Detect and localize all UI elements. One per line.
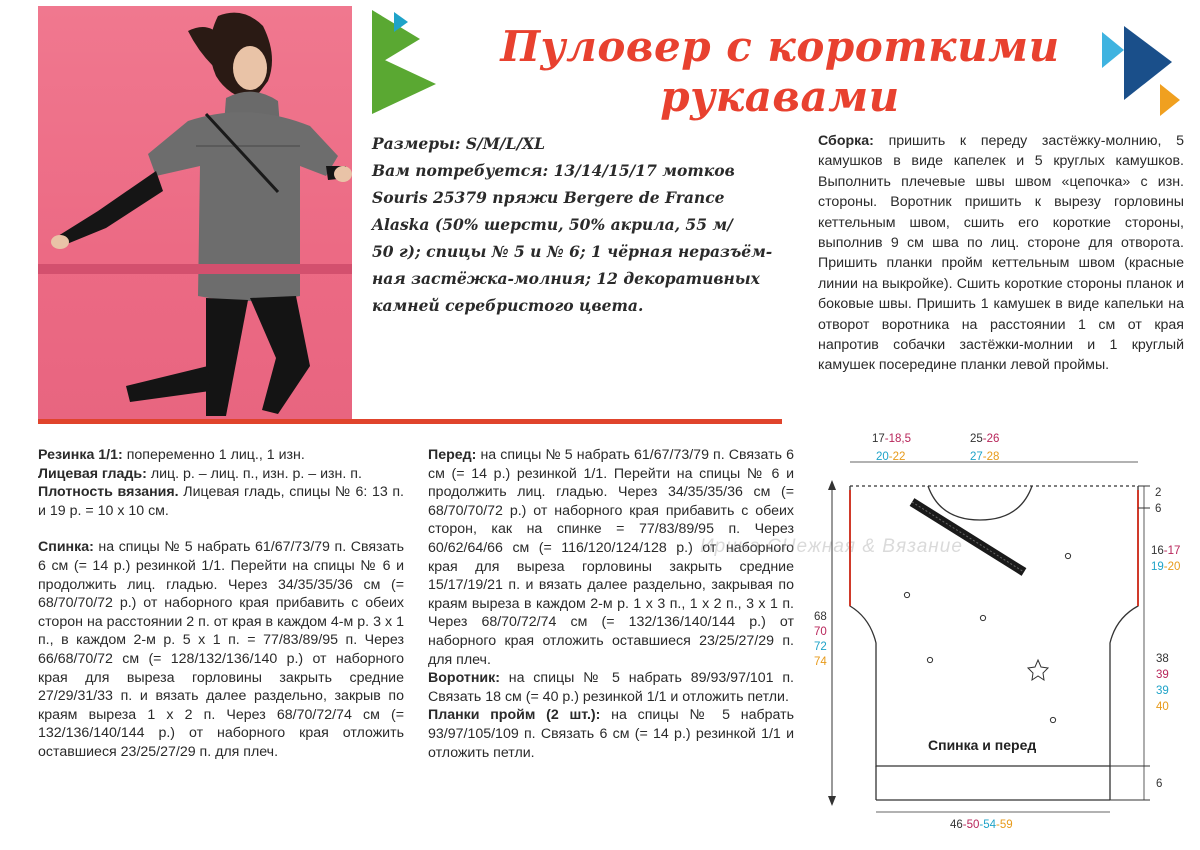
front-heading: Перед:	[428, 447, 477, 463]
stockinette-text: лиц. р. – лиц. п., изн. р. – изн. п.	[150, 465, 362, 482]
materials-line: камней серебристого цвета.	[372, 296, 644, 315]
shoulder-height-label: 2	[1155, 487, 1162, 499]
armhole-band-heading: Планки пройм (2 шт.):	[428, 707, 601, 724]
assembly-text: пришить к переду застёжку-молнию, 5 камушков в виде капелек и 5 круглых камушков. Выполнить плечевые швы швом «цепочка» с изн. стороны. Воротник пришить к вырезу горловины кеттельным швом, сшить его короткие стороны, выполнив 9 см шва по лиц. стороне для отворота. Пришить планки пройм кеттельным швом (красные линии на выкройке). Сшить короткие стороны планок и боковые швы. Пришить 1 камушек в виде капельки на отворот воротника на расстоянии 1 см от края напротив собачки застёжки-молнии и 1 круглый камушек посередине планки левой проймы.	[818, 133, 1184, 374]
materials-line: Souris 25379 пряжи Bergere de France	[372, 188, 725, 207]
stockinette-heading: Лицевая гладь:	[38, 465, 147, 482]
side-length-label: 39	[1156, 685, 1169, 697]
side-length-label: 40	[1156, 701, 1169, 713]
materials-line: Alaska (50% шерсти, 50% акрила, 55 м/	[372, 215, 733, 234]
title-line-2: рукавами	[660, 72, 900, 121]
total-length-label: 70	[814, 626, 827, 638]
front-text: на спицы № 5 набрать 61/67/73/79 п. Связать 6 см (= 14 р.) резинкой 1/1. Перейти на спицы № 6 и продолжить лиц. гладью. Через 34/35/35/36 см (= 68/70/70/72 р.) от наборного края прибавить с обеих сторон, как на спинке = 77/83/89/95 п. Через 60/62/64/66 см (= 116/120/124/128 р.) от наборного края для выреза горловины закрыть средние 15/17/19/21 п. и вязать далее раздельно, закрывая по краям выреза в каждом 2-м р. 1 х 3 п., 1 х 2 п., 3 х 1 п. Через 68/70/72/74 см (= 132/136/140/144 р.) от наборного края отложить оставшиеся 23/25/27/29 п. для плеч.	[428, 447, 794, 668]
total-length-label: 68	[814, 611, 827, 623]
title-line-1: Пуловер с короткими	[500, 22, 1060, 71]
collar-heading: Воротник:	[428, 670, 500, 687]
green-triangles-decoration	[372, 10, 442, 114]
neck-width-label: 27-28	[970, 451, 1000, 463]
blue-triangles-decoration	[1102, 24, 1180, 116]
section-divider	[38, 419, 782, 424]
back-text: на спицы № 5 набрать 61/67/73/79 п. Связать 6 см (= 14 р.) резинкой 1/1. Перейти на спицы № 6 и продолжить лиц. гладью. Через 34/35/35/36 см (= 68/70/70/72 р.) от наборного края прибавить с обеих сторон на расстоянии 2 п. от края в каждом 4-м р. 3 х 1 п., в каждом 2-м р. 5 х 1 п. = 77/83/89/95 п. Через 66/68/70/72 см (= 128/132/136/140 р.) от наборного края для выреза горловины закрыть средние 27/29/31/33 п. и вязать далее раздельно, закрыв по краям выреза 1 х 2 п. Через 68/70/72/74 см (= 132/136/140/144 р.) от наборного края отложить оставшиеся 23/25/27/29 п. для плеч.	[38, 539, 404, 760]
pattern-title	[480, 22, 1080, 122]
assembly-heading: Сборка:	[818, 133, 874, 149]
total-length-label: 72	[814, 641, 827, 653]
armhole-height-label: 16-17	[1151, 545, 1181, 557]
neck-side-width-label: 17-18,5	[872, 433, 912, 445]
armhole-band-text: на спицы № 5 набрать 93/97/105/109 п. Связать 6 см (= 14 р.) резинкой 1/1 и отложить петли.	[428, 707, 794, 761]
photo-backdrop-stripe	[38, 264, 352, 274]
model-figure	[38, 6, 352, 420]
armhole-height-label: 19-20	[1151, 561, 1181, 573]
assembly-block	[818, 131, 1184, 376]
neck-side-width-label: 20-22	[876, 451, 906, 463]
gauge-text: Лицевая гладь, спицы № 6: 13 п. и 19 р. = 10 х 10 см.	[38, 484, 404, 519]
instructions-column-2	[428, 446, 794, 762]
rib-height-label: 6	[1156, 778, 1163, 790]
instructions-column-1	[38, 446, 404, 762]
side-length-label: 39	[1156, 669, 1169, 681]
schematic-caption: Спинка и перед	[928, 737, 1037, 753]
rib-heading: Резинка 1/1:	[38, 447, 123, 463]
collar-text: на спицы № 5 набрать 89/93/97/101 п. Связать 18 см (= 40 р.) резинкой 1/1 и отложить петли.	[428, 670, 794, 705]
rib-text: попеременно 1 лиц., 1 изн.	[126, 447, 305, 463]
materials-line: ная застёжка-молния; 12 декоративных	[372, 269, 760, 288]
garment-schematic	[810, 428, 1190, 842]
materials-line: Вам потребуется: 13/14/15/17 мотков	[372, 161, 735, 180]
watermark: Ирина СНежная & Вязание	[700, 536, 963, 557]
neck-width-label: 25-26	[970, 433, 1000, 445]
model-photo	[38, 6, 352, 420]
back-heading: Спинка:	[38, 539, 94, 556]
materials-block	[372, 130, 790, 319]
sizes-line: Размеры: S/M/L/XL	[372, 134, 546, 153]
bottom-width-label: 46-50-54-59	[950, 819, 1013, 831]
total-length-label: 74	[814, 656, 827, 668]
side-length-label: 38	[1156, 653, 1169, 665]
gauge-heading: Плотность вязания.	[38, 484, 179, 501]
materials-line: 50 г); спицы № 5 и № 6; 1 чёрная неразъём-	[372, 242, 773, 261]
neck-depth-label: 6	[1155, 503, 1162, 515]
